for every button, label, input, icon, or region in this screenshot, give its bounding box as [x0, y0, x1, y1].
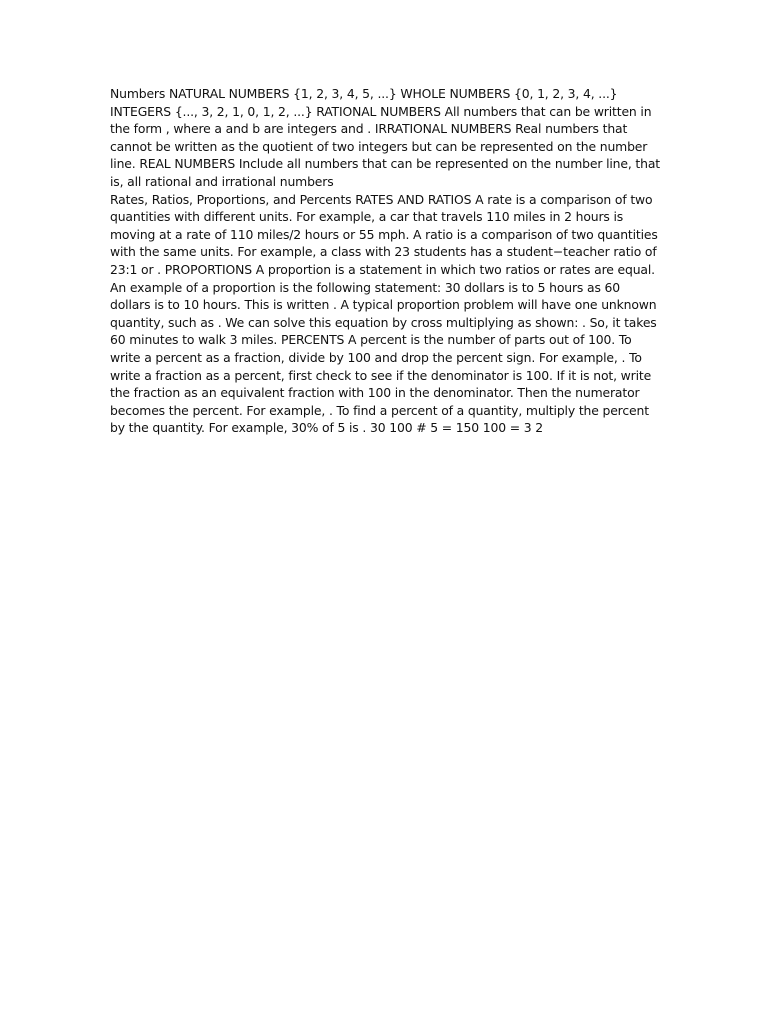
paragraph-rates-ratios-percents: Rates, Ratios, Proportions, and Percents RATES AND RATIOS A rate is a comparison of two quantities with different units. For example, a car that travels 110 miles in 2 hours is moving at a rate of 110 miles/2 hours or 55 mph. A ratio is a comparison of two quantities with the same units. For example, a class with 23 students has a student−teacher ratio of 23:1 or . PROPORTIONS A proportion is a statement in which two ratios or rates are equal. An example of a proportion is the following statement: 30 dollars is to 5 hours as 60 dollars is to 10 hours. This is written . A typical proportion problem will have one unknown quantity, such as . We can solve this equation by cross multiplying as shown: . So, it takes 60 minutes to walk 3 miles. PERCENTS A percent is the number of parts out of 100. To write a percent as a fraction, divide by 100 and drop the percent sign. For example, . To write a fraction as a percent, first check to see if the denominator is 100. If it is not, write the fraction as an equivalent fraction with 100 in the denominator. Then the numerator becomes the percent. For example, . To find a percent of a quantity, multiply the percent by the quantity. For example, 30% of 5 is . 30 100 # 5 = 150 100 = 3 2: [110, 191, 658, 436]
document-body: [110, 85, 660, 437]
paragraph-number-sets: Numbers NATURAL NUMBERS {1, 2, 3, 4, 5, ...} WHOLE NUMBERS {0, 1, 2, 3, 4, ...} INTEGERS {..., 3, 2, 1, 0, 1, 2, ...} RATIONAL NUMBERS All numbers that can be written in the form , where a and b are integers and . IRRATIONAL NUMBERS Real numbers that cannot be written as the quotient of two integers but can be represented on the number line. REAL NUMBERS Include all numbers that can be represented on the number line, that is, all rational and irrational numbers: [110, 86, 660, 189]
